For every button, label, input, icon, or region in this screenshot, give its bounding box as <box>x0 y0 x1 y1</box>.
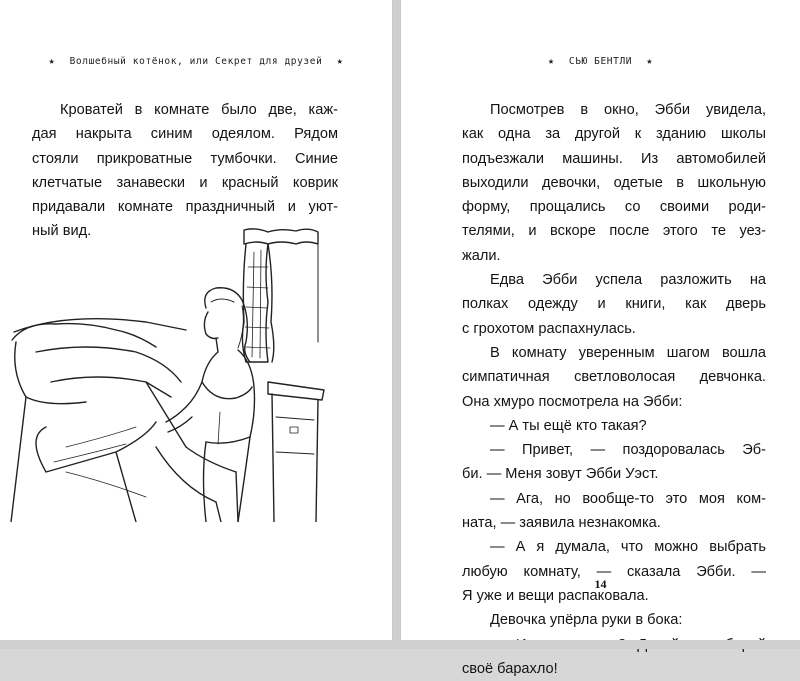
text-line: би. — Меня зовут Эбби Уэст. <box>462 466 659 483</box>
text-line: — Привет, — поздоровалась Эб- <box>490 442 766 459</box>
star-icon: ★ <box>547 56 555 67</box>
paragraph <box>462 268 766 341</box>
text-line: Я уже и вещи распаковала. <box>462 587 649 604</box>
text-line: — А я думала, что можно выбрать <box>490 539 766 556</box>
text-line: жали. <box>462 247 501 264</box>
book-gutter <box>393 0 400 640</box>
text-line: ный вид. <box>32 223 92 240</box>
text-line: телями, и вскоре после этого те уез- <box>462 223 766 240</box>
text-line: придавали комнате праздничный и уют- <box>32 199 338 216</box>
left-page <box>0 0 393 640</box>
text-line: любую комнату, — сказала Эбби. — <box>462 563 766 580</box>
text-line: дая накрыта синим одеялом. Рядом <box>32 126 338 143</box>
text-line: как одна за другой к зданию школы <box>462 126 766 143</box>
text-line: Посмотрев в окно, Эбби увидела, <box>490 102 766 118</box>
page-number: 14 <box>594 577 607 591</box>
right-body-text <box>462 98 766 681</box>
text-line: В комнату уверенным шагом вошла <box>490 344 766 361</box>
text-line: Едва Эбби успела разложить на <box>490 272 766 289</box>
curtain-drawing <box>242 229 318 362</box>
star-icon: ★ <box>336 56 344 67</box>
text-line: своё барахло! <box>462 660 558 677</box>
star-icon: ★ <box>646 56 654 67</box>
right-page <box>400 0 800 677</box>
paragraph <box>462 341 766 414</box>
text-line: стояли прикроватные тумбочки. Синие <box>32 150 338 167</box>
text-line: ната, — заявила незнакомка. <box>462 515 661 532</box>
text-line: — А ты ещё кто такая? <box>490 417 647 434</box>
paragraph <box>462 487 766 536</box>
right-running-header <box>401 56 800 67</box>
book-title: Волшебный котёнок, или Секрет для друзей <box>69 56 323 67</box>
star-icon: ★ <box>48 56 56 67</box>
text-line: полках одежду и книги, как дверь <box>462 296 766 313</box>
nightstand-drawing <box>268 382 324 522</box>
text-line: Девочка упёрла руки в бока: <box>490 612 683 629</box>
paragraph <box>462 414 766 438</box>
girl-making-bed-illustration <box>6 222 356 522</box>
text-line: симпатичная светловолосая девчонка. <box>462 369 766 386</box>
text-line: с грохотом распахнулась. <box>462 320 636 337</box>
text-line: Она хмуро посмотрела на Эбби: <box>462 393 683 410</box>
text-line: — Ага, но вообще-то это моя ком- <box>490 490 766 507</box>
paragraph <box>462 98 766 268</box>
text-line: выходили девочки, одетые в школьную <box>462 174 766 191</box>
paragraph <box>462 535 766 608</box>
text-line: форму, прощались со своими роди- <box>462 199 766 216</box>
author-name: СЬЮ БЕНТЛИ <box>568 56 633 67</box>
page-edge <box>0 640 800 649</box>
paragraph <box>462 438 766 487</box>
text-line: Кроватей в комнате было две, каж- <box>60 102 338 118</box>
text-line: подъезжали машины. Из автомобилей <box>462 150 766 167</box>
paragraph <box>462 608 766 632</box>
text-line: клетчатые занавески и красный коврик <box>32 174 338 191</box>
left-running-header <box>0 56 392 67</box>
girl-drawing <box>166 288 255 522</box>
